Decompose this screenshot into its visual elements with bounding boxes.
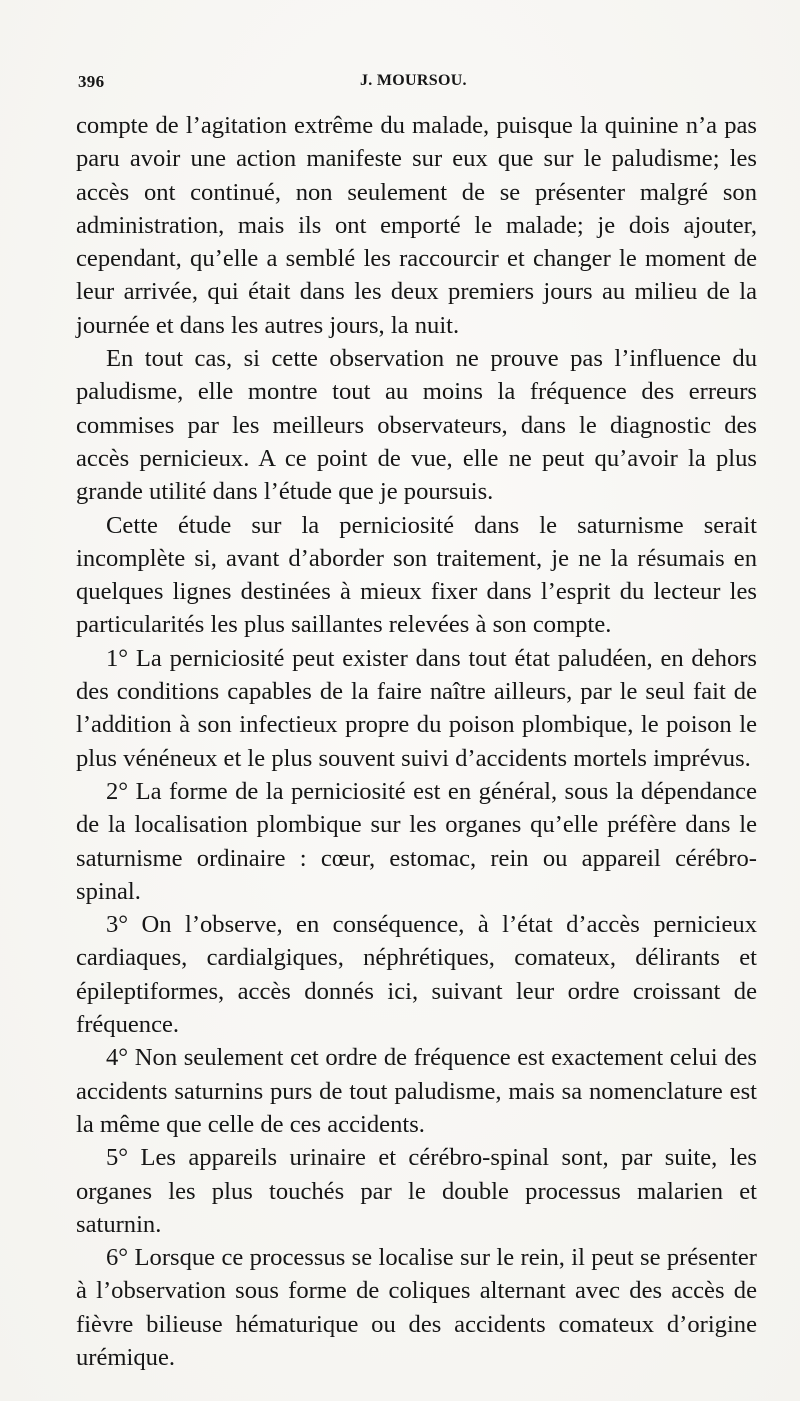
body-text xyxy=(76,109,757,1374)
list-item: 4° Non seulement cet ordre de fréquence est exactement celui des accidents saturnins purs de tout paludisme, mais sa nomenclature est la même que celle de ces accidents. xyxy=(76,1044,757,1138)
running-title: J. MOURSOU. xyxy=(360,72,467,89)
page-header xyxy=(78,72,638,94)
paragraph: compte de l’agitation extrême du malade, puisque la quinine n’a pas paru avoir une action manifeste sur eux que sur le paludisme; les accès ont continué, non seulement de se présenter malgré son administration, mais ils ont emporté le malade; je dois ajouter, cependant, qu’elle a semblé les raccourcir et changer le moment de leur arrivée, qui était dans les deux premiers jours au milieu de la journée et dans les autres jours, la nuit. xyxy=(76,112,757,339)
page-number: 396 xyxy=(78,72,105,91)
list-item: 5° Les appareils urinaire et cérébro-spinal sont, par suite, les organes les plus touchés par le double processus malarien et saturnin. xyxy=(76,1144,757,1238)
list-item: 1° La perniciosité peut exister dans tout état paludéen, en dehors des conditions capables de la faire naître ailleurs, par le seul fait de l’addition à son infectieux propre du poison plombique, le poison le plus vénéneux et le plus souvent suivi d’accidents mortels imprévus. xyxy=(76,644,757,772)
list-item: 2° La forme de la perniciosité est en général, sous la dépendance de la localisation plombique sur les organes qu’elle préfère dans le saturnisme ordinaire : cœur, estomac, rein ou appareil cérébro-spinal. xyxy=(76,777,757,905)
paragraph: Cette étude sur la perniciosité dans le saturnisme serait incomplète si, avant d’aborder son traitement, je ne la résumais en quelques lignes destinées à mieux fixer dans l’esprit du lecteur les particularités les plus saillantes relevées à son compte. xyxy=(76,511,757,639)
list-item: 3° On l’observe, en conséquence, à l’état d’accès pernicieux cardiaques, cardialgiques, néphrétiques, comateux, délirants et épileptiformes, accès donnés ici, suivant leur ordre croissant de fréquence. xyxy=(76,911,757,1039)
list-item: 6° Lorsque ce processus se localise sur le rein, il peut se présenter à l’observation sous forme de coliques alternant avec des accès de fièvre bilieuse hématurique ou des accidents comateux d’origine urémique. xyxy=(76,1244,757,1371)
paragraph: En tout cas, si cette observation ne prouve pas l’influence du paludisme, elle montre tout au moins la fréquence des erreurs commises par les meilleurs observateurs, dans le diagnostic des accès pernicieux. A ce point de vue, elle ne peut qu’avoir la plus grande utilité dans l’étude que je poursuis. xyxy=(76,345,757,506)
